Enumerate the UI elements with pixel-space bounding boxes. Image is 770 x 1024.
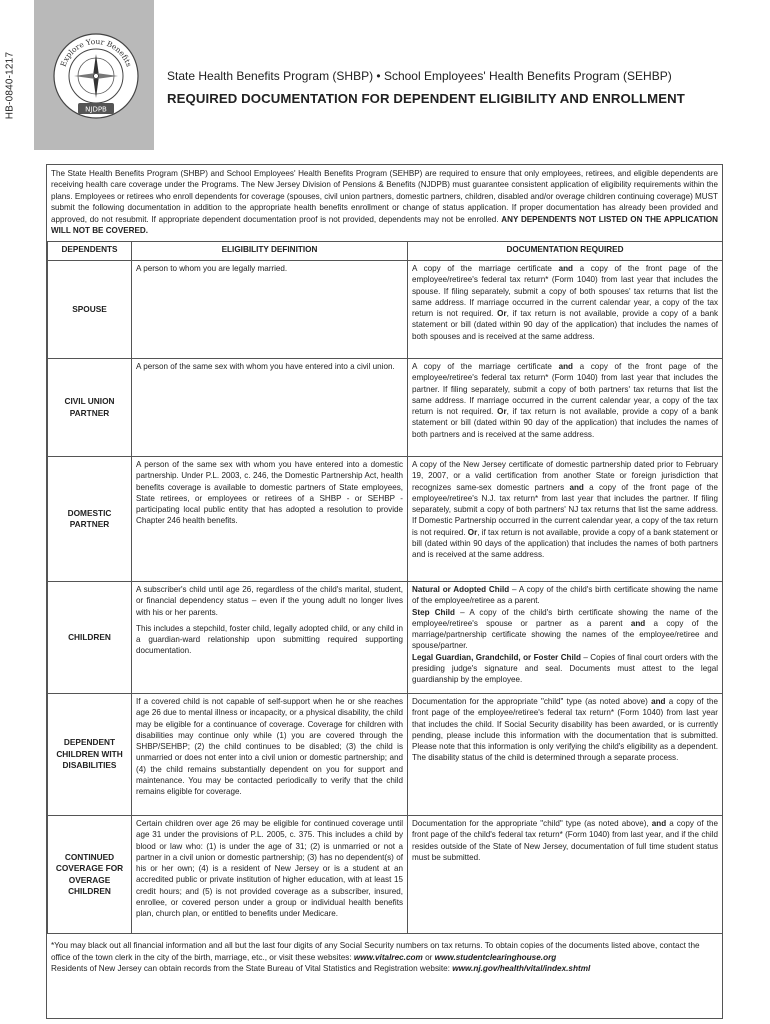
documentation-required: A copy of the New Jersey certificate of domestic partnership dated prior to February 19, 2007, or a valid certification from another State or foreign jurisdiction that recognizes same-sex domestic partners and a copy of the front page of the employee/retiree's N.J. tax return* from last year that includes the partner. If filing separately, submit a copy of both partners' NJ tax returns that list the same address. If Domestic Partnership occurred in the current calendar year, a copy of the tax return is not required. Or, if tax return is not available, provide a copy of a bank statement or bill (dated within 90 days of the application) that includes the names of both partners and is received at the same address. (408, 457, 723, 582)
table-row-overage-children (48, 816, 723, 934)
link-vitalrec[interactable]: www.vitalrec.com (353, 952, 423, 962)
svg-text:Explore Your Benefits: Explore Your Benefits (58, 36, 134, 68)
table-row-children-disabilities (48, 694, 723, 816)
footnote: *You may black out all financial information and all but the last four digits of any Social Security numbers on tax returns. To obtain copies of the documents listed above, contact the office of the town clerk in the city of the birth, marriage, etc., or visit these websites: www.vitalrec.com or www.studentclearinghouse.org Residents of New Jersey can obtain records from the State Bureau of Vital Statistics and Registration website: www.nj.gov/health/vital/index.shtml (51, 941, 700, 974)
dependent-label: CIVIL UNION PARTNER (48, 359, 132, 457)
eligibility-definition: If a covered child is not capable of self-support when he or she reaches age 26 due to mental illness or incapacity, or a physical disability, the child may be eligible for a continuance of coverage. Coverage for children with disabilities may continue only while (1) you are covered through the SHBP/SEHBP; (2) the child continues to be disabled; (3) the child is unmarried or does not enter into a civil union or domestic partnership; and (4) the child remains substantially dependent on you for support and maintenance. You may be contacted periodically to verify that the child remains eligible for coverage. (132, 694, 408, 816)
table-row-civil-union (48, 359, 723, 457)
documentation-required: A copy of the marriage certificate and a copy of the front page of the employee/retiree's federal tax return* (Form 1040) from last year that includes the partner. If filing separately, submit a copy of both partners' tax returns that list the same address. If marriage occurred in the current calendar year, a copy of the tax return is not required. Or, if tax return is not available, provide a copy of a bank statement or bill (dated within 90 day of the application) that includes the names of both partners and is received at the same address. (408, 359, 723, 457)
documentation-required: Documentation for the appropriate "child" type (as noted above), and a copy of the front page of the child's federal tax return* (Form 1040) from last year, and if the child resides outside of the State of New Jersey, documentation of full time student status must be submitted. (408, 816, 723, 934)
dependent-label: DEPENDENT CHILDREN WITH DISABILITIES (48, 694, 132, 816)
eligibility-definition: A person of the same sex with whom you have entered into a domestic partnership. Under P.L. 2003, c. 246, the Domestic Partnership Act, health benefits coverage is available to domestic partners of State employees, State retirees, or employees or retirees of a SHBP - or SEHBP - participating local public entity that has adopted a resolution to provide Chapter 246 health benefits. (132, 457, 408, 582)
header-documentation: DOCUMENTATION REQUIRED (408, 242, 723, 261)
documentation-required: A copy of the marriage certificate and a copy of the front page of the employee/retiree's federal tax return* (Form 1040) from last year that includes the spouse. If filing separately, submit a copy of both spouses' tax returns that list the same address. If marriage occurred in the current calendar year, a copy of the tax return is not required. Or, if tax return is not available, provide a copy of a bank statement or bill (dated within 90 day of the application) that includes the names of both spouses and is received at the same address. (408, 261, 723, 359)
svg-text:NJDPB: NJDPB (85, 105, 107, 114)
dependents-table (47, 241, 723, 934)
table-row-children (48, 582, 723, 694)
dependent-label: SPOUSE (48, 261, 132, 359)
table-header-row (48, 242, 723, 261)
documentation-required: Documentation for the appropriate "child" type (as noted above) and a copy of the front page of the employee/retiree's federal tax return* (Form 1040) from last year that includes the child. If Social Security disability has been awarded, or is currently pending, please include this information with the documentation that is submitted. Please note that this information is only verifying the child's eligibility as a dependent. The disability status of the child is determined through a separate process. (408, 694, 723, 816)
link-nj-vital[interactable]: www.nj.gov/health/vital/index.shtml (452, 964, 591, 974)
header-eligibility: ELIGIBILITY DEFINITION (132, 242, 408, 261)
link-studentclearinghouse[interactable]: www.studentclearinghouse.org (434, 952, 557, 962)
table-row-spouse (48, 261, 723, 359)
document-box (46, 164, 723, 1019)
documentation-required: Natural or Adopted Child – A copy of the child's birth certificate showing the name of the employee/retiree as a parent. Step Child – A copy of the child's birth certificate showing the name of the employee/retiree's spouse or partner as a parent and a copy of the marriage/partnership certificate showing the names of the employee/retiree and spouse/partner. Legal Guardian, Grandchild, or Foster Child – Copies of final court orders with the presiding judge's signature and seal. Documents must attest to the legal guardianship by the employee. (408, 582, 723, 694)
dependent-label: CONTINUED COVERAGE FOR OVERAGE CHILDREN (48, 816, 132, 934)
page-header (0, 0, 770, 150)
njdpb-logo (52, 32, 140, 120)
eligibility-definition: A person of the same sex with whom you have entered into a civil union. (132, 359, 408, 457)
eligibility-definition: Certain children over age 26 may be eligible for continued coverage until age 31 under the provisions of P.L. 2005, c. 375. This includes a child by blood or law who: (1) is under the age of 31; (2) is unmarried or not a partner in a civil union or domestic partnership; (3) has no dependent(s) of his or her own; (4) is a resident of New Jersey or is a student at an accredited public or private institution of higher education, with at least 15 credit hours; and (5) is not provided coverage as a subscriber, insured, enrollee, or covered person under a group or individual health benefits plan, church plan, or entitled to benefits under Medicare. (132, 816, 408, 934)
form-id: HB-0840-1217 (4, 51, 16, 120)
eligibility-definition: A subscriber's child until age 26, regardless of the child's marital, student, or financial dependency status – even if the young adult no longer lives with his or her parents. This includes a stepchild, foster child, legally adopted child, or any child in a guardian-ward relationship upon submitting required supporting documentation. (132, 582, 408, 694)
table-row-domestic-partner (48, 457, 723, 582)
dependent-label: DOMESTIC PARTNER (48, 457, 132, 582)
eligibility-definition: A person to whom you are legally married. (132, 261, 408, 359)
dependent-label: CHILDREN (48, 582, 132, 694)
page-title: REQUIRED DOCUMENTATION FOR DEPENDENT ELIGIBILITY AND ENROLLMENT (167, 91, 685, 106)
header-dependents: DEPENDENTS (48, 242, 132, 261)
header-programs-line: State Health Benefits Program (SHBP) • School Employees' Health Benefits Program (SEHBP) (167, 69, 672, 83)
intro-paragraph: The State Health Benefits Program (SHBP) and School Employees' Health Benefits Program (SEHBP) are required to ensure that only employees, retirees, and eligible dependents are receiving health care coverage under the Programs. The New Jersey Division of Pensions & Benefits (NJDPB) must guarantee consistent application of eligibility requirements within the plans. Employees or retirees who enroll dependents for coverage (spouses, civil union partners, domestic partners, children, disabled and/or overage children continuing coverage) MUST submit the following documentation in addition to the appropriate health benefits enrollment or change of status application. If proper documentation has already been provided and approved, do not resubmit. If appropriate dependent documentation proof is not provided, dependents may not be enrolled. ANY DEPENDENTS NOT LISTED ON THE APPLICATION WILL NOT BE COVERED. (51, 169, 718, 236)
